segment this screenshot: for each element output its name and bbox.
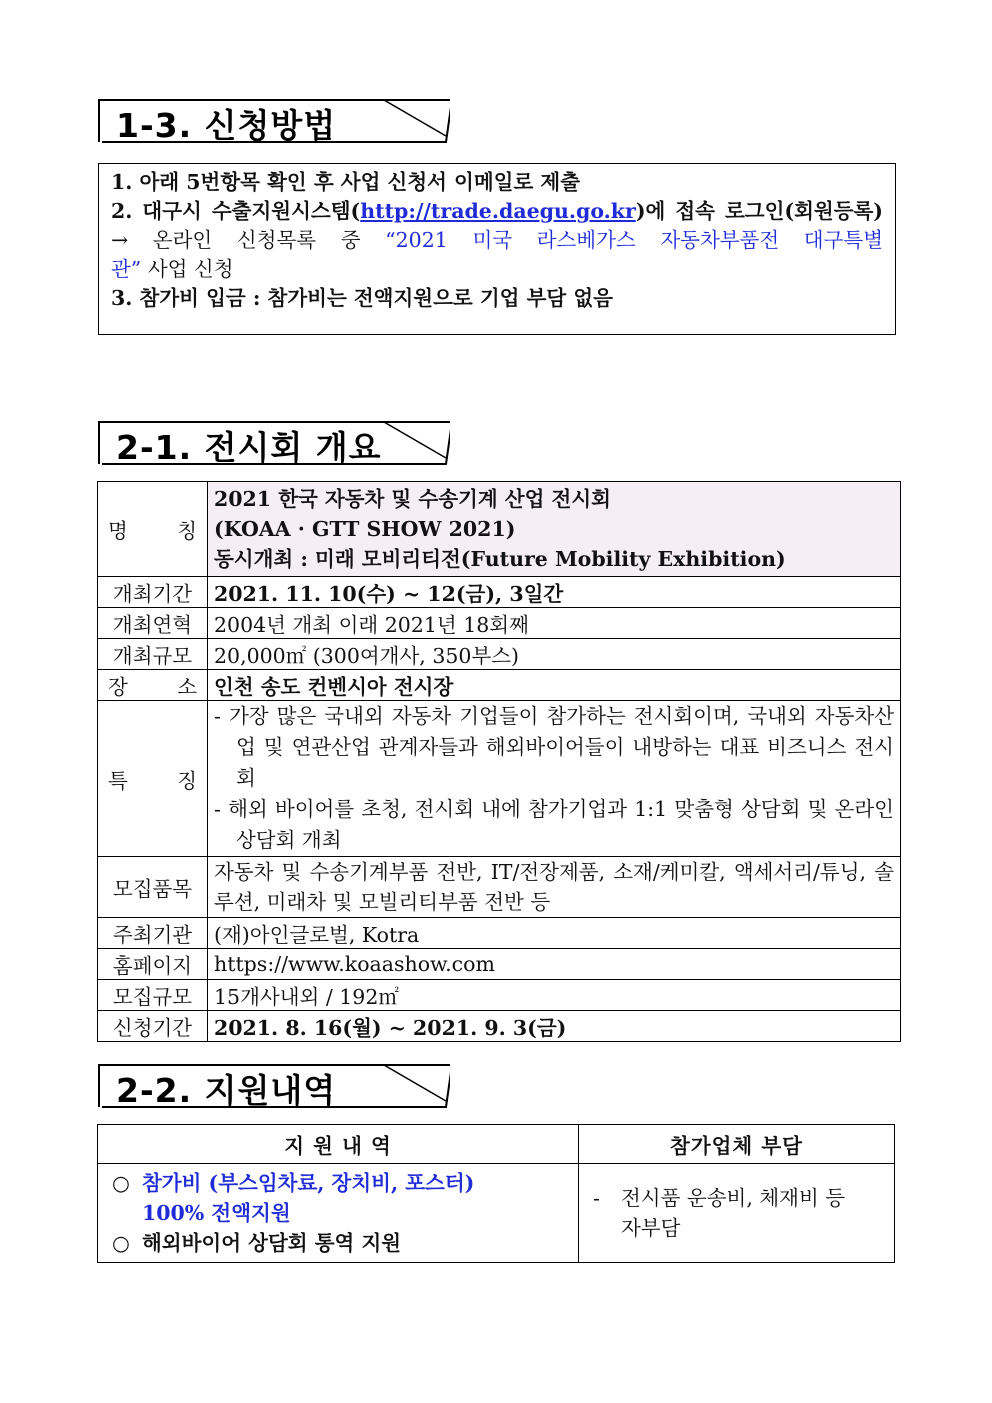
support-cell [98, 1164, 579, 1263]
method-line-2-suffix: )에 접속 로그인(회원등록) [635, 199, 884, 223]
section-2-2-heading [98, 1063, 448, 1110]
feature-label-char-1: 특 [108, 768, 128, 793]
table-row [98, 1125, 895, 1164]
bullet-circle-icon: ○ [112, 1171, 130, 1195]
support-item-1 [112, 1168, 564, 1198]
period-value: 2021. 11. 10(수) ~ 12(금), 3일간 [208, 577, 901, 608]
table-row [98, 670, 901, 701]
method-line-1: 1. 아래 5번항목 확인 후 사업 신청서 이메일로 제출 [111, 170, 581, 194]
section-2-2-title: 2-2. 지원내역 [116, 1071, 337, 1110]
application-method-box [98, 163, 896, 335]
method-line-5: 3. 참가비 입금 : 참가비는 전액지원으로 기업 부담 없음 [111, 286, 613, 310]
table-row [98, 1011, 901, 1042]
method-line-3-arrow-text: → 온라인 신청목록 중 [111, 228, 386, 252]
feature-label [98, 701, 208, 857]
name-line-1: 2021 한국 자동차 및 수송기계 산업 전시회 [214, 487, 611, 511]
table-row [98, 482, 901, 577]
homepage-label: 홈페이지 [98, 949, 208, 980]
homepage-value[interactable]: https://www.koaashow.com [208, 949, 901, 980]
venue-label [98, 670, 208, 701]
name-label-char-2: 칭 [177, 519, 197, 543]
apply-period-label: 신청기간 [98, 1011, 208, 1042]
table-row [98, 949, 901, 980]
support-item-1-line-2: 100% 전액지원 [142, 1201, 291, 1225]
venue-label-char-1: 장 [108, 675, 128, 699]
scale-value: 20,000㎡ (300여개사, 350부스) [208, 639, 901, 670]
history-value: 2004년 개최 이래 2021년 18회째 [208, 608, 901, 639]
recruit-scale-label: 모집규모 [98, 980, 208, 1011]
method-line-2 [111, 197, 883, 226]
items-value: 자동차 및 수송기계부품 전반, IT/전장제품, 소재/케미칼, 액세서리/튜닝, 솔루션, 미래차 및 모빌리티부품 전반 등 [208, 857, 901, 918]
support-item-2-text: 해외바이어 상담회 통역 지원 [142, 1231, 402, 1255]
burden-line-1-text: 전시품 운송비, 체재비 등 [621, 1186, 846, 1210]
section-2-1-title: 2-1. 전시회 개요 [116, 428, 382, 467]
section-2-1-heading [98, 420, 448, 467]
method-line-4-rest: 사업 신청 [141, 257, 234, 281]
name-line-2: (KOAA · GTT SHOW 2021) [214, 517, 516, 541]
scale-label: 개최규모 [98, 639, 208, 670]
items-label: 모집품목 [98, 857, 208, 918]
table-row [98, 857, 901, 918]
table-row [98, 918, 901, 949]
venue-label-char-2: 소 [177, 675, 197, 699]
burden-cell [579, 1164, 895, 1263]
method-line-4-quoted: 관” [111, 257, 142, 281]
apply-period-value: 2021. 8. 16(월) ~ 2021. 9. 3(금) [208, 1011, 901, 1042]
feature-item-2: - 해외 바이어를 초청, 전시회 내에 참가기업과 1:1 맞춤형 상담회 및 온라인 상담회 개최 [214, 797, 894, 852]
feature-value [208, 701, 901, 857]
method-line-4 [111, 255, 883, 284]
table-row [98, 701, 901, 857]
name-line-3: 동시개최 : 미래 모비리티전(Future Mobility Exhibition) [214, 547, 786, 571]
method-line-3-quoted: “2021 미국 라스베가스 자동차부품전 대구특별 [385, 228, 883, 252]
burden-dash: - [593, 1186, 600, 1210]
feature-label-char-2: 징 [177, 768, 197, 793]
section-1-3-title: 1-3. 신청방법 [116, 106, 337, 145]
table-row [98, 608, 901, 639]
name-label [98, 482, 208, 577]
method-line-2-prefix: 2. 대구시 수출지원시스템( [111, 199, 361, 223]
bullet-circle-icon: ○ [112, 1231, 130, 1255]
venue-value: 인천 송도 컨벤시아 전시장 [208, 670, 901, 701]
burden-line-1 [593, 1183, 880, 1213]
support-table [97, 1124, 895, 1263]
trade-daegu-link[interactable]: http://trade.daegu.go.kr [360, 199, 636, 223]
recruit-scale-value: 15개사내외 / 192㎡ [208, 980, 901, 1011]
table-row [98, 980, 901, 1011]
support-header: 지 원 내 역 [98, 1125, 579, 1164]
method-line-3 [111, 226, 883, 255]
name-value [208, 482, 901, 577]
host-value: (재)아인글로벌, Kotra [208, 918, 901, 949]
section-1-3-heading [98, 98, 448, 145]
host-label: 주최기관 [98, 918, 208, 949]
support-item-1-line-1: 참가비 (부스임차료, 장치비, 포스터) [142, 1171, 475, 1195]
period-label: 개최기간 [98, 577, 208, 608]
support-item-2 [112, 1228, 564, 1258]
table-row [98, 639, 901, 670]
exhibition-overview-table [97, 481, 901, 1042]
history-label: 개최연혁 [98, 608, 208, 639]
table-row [98, 1164, 895, 1263]
table-row [98, 577, 901, 608]
burden-line-2: 자부담 [621, 1216, 681, 1240]
burden-header: 참가업체 부담 [579, 1125, 895, 1164]
feature-item-1: - 가장 많은 국내외 자동차 기업들이 참가하는 전시회이며, 국내외 자동차산업 및 연관산업 관계자들과 해외바이어들이 내방하는 대표 비즈니스 전시회 [214, 704, 894, 790]
name-label-char-1: 명 [108, 519, 128, 543]
